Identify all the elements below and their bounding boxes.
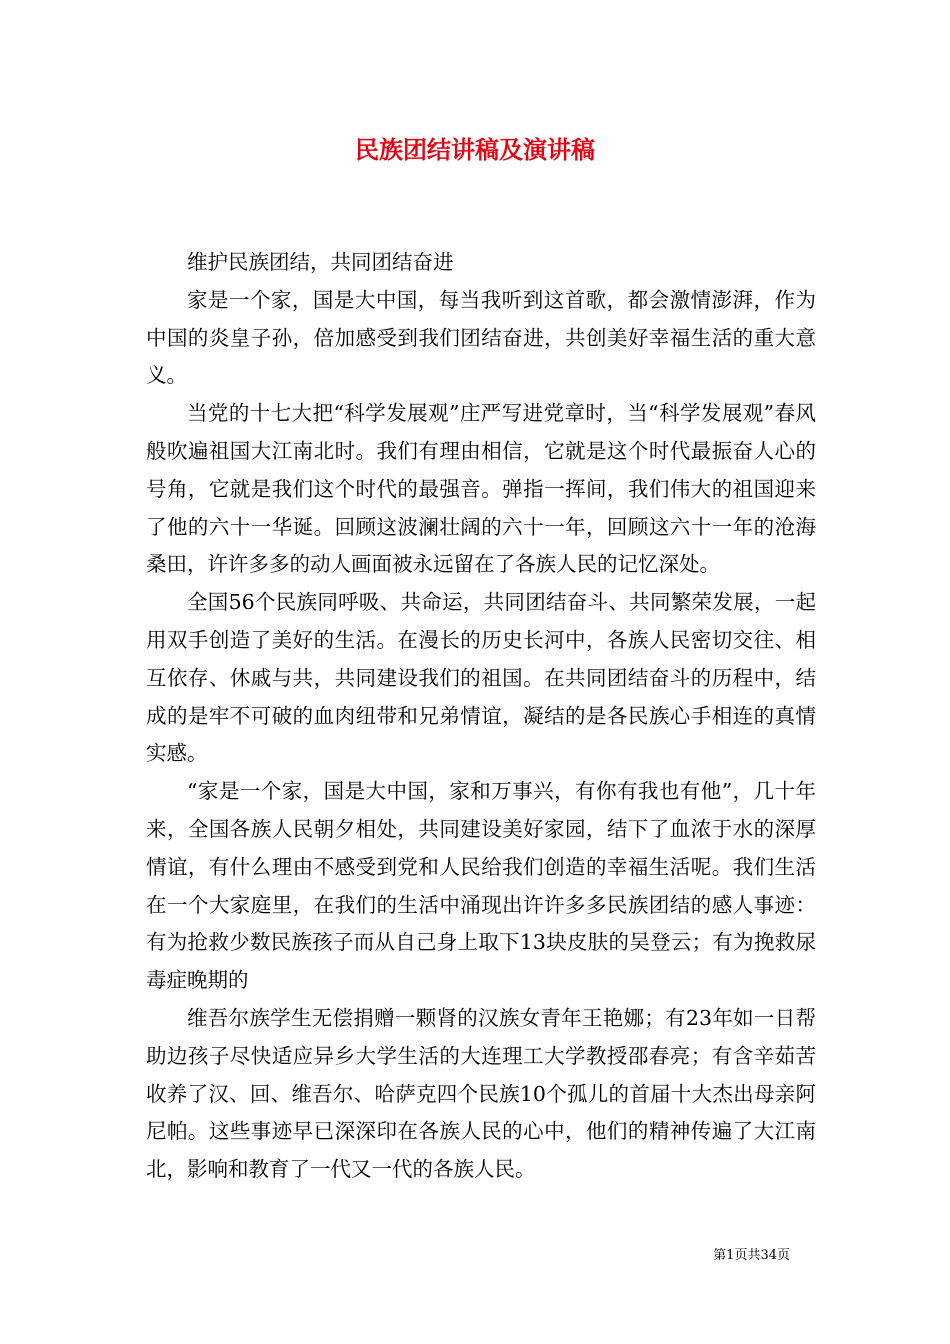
paragraph: 家是一个家，国是大中国，每当我听到这首歌，都会激情澎湃，作为中国的炎皇子孙，倍加感受到我们团结奋进，共创美好幸福生活的重大意义。 bbox=[146, 287, 816, 388]
document-body bbox=[146, 244, 816, 1189]
paragraph: 全国56个民族同呼吸、共命运，共同团结奋斗、共同繁荣发展，一起用双手创造了美好的生活。在漫长的历史长河中，各族人民密切交往、相互依存、休戚与共，共同建设我们的祖国。在共同团结奋斗的历程中，结成的是牢不可破的血肉纽带和兄弟情谊，凝结的是各民族心手相连的真情实感。 bbox=[146, 590, 816, 766]
paragraph-heading: 维护民族团结，共同团结奋进 bbox=[187, 250, 454, 274]
paragraph: 维吾尔族学生无偿捐赠一颗肾的汉族女青年王艳娜；有23年如一日帮助边孩子尽快适应异乡大学生活的大连理工大学教授邵春亮；有含辛茹苦收养了汉、回、维吾尔、哈萨克四个民族10个孤儿的首届十大杰出母亲阿尼帕。这些事迹早已深深印在各族人民的心中，他们的精神传遍了大江南北，影响和教育了一代又一代的各族人民。 bbox=[146, 1005, 816, 1182]
page-number-footer: 第1页共34页 bbox=[713, 1248, 790, 1263]
paragraph: 当党的十七大把“科学发展观”庄严写进党章时，当“科学发展观”春风般吹遍祖国大江南北时。我们有理由相信，它就是这个时代最振奋人心的号角，它就是我们这个时代的最强音。弹指一挥间，我们伟大的祖国迎来了他的六十一华诞。回顾这波澜壮阔的六十一年，回顾这六十一年的沧海桑田，许许多多的动人画面被永远留在了各族人民的记忆深处。 bbox=[146, 401, 816, 577]
document-title: 民族团结讲稿及演讲稿 bbox=[355, 135, 595, 164]
paragraph: “家是一个家，国是大中国，家和万事兴，有你有我也有他”，几十年来，全国各族人民朝夕相处，共同建设美好家园，结下了血浓于水的深厚情谊，有什么理由不感受到党和人民给我们创造的幸福生活呢。我们生活在一个大家庭里，在我们的生活中涌现出许许多多民族团结的感人事迹：有为抢救少数民族孩子而从自己身上取下13块皮肤的吴登云；有为挽救尿毒症晚期的 bbox=[146, 779, 816, 993]
